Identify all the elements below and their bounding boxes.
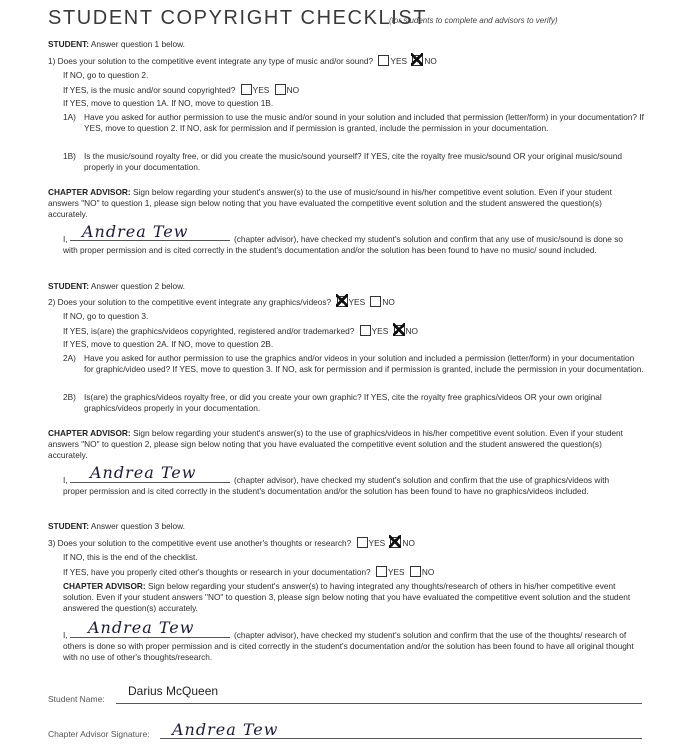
q2a-number: 2A): [63, 353, 76, 363]
q2-yes-checkbox[interactable]: [337, 296, 348, 307]
student-name-field[interactable]: Darius McQueen: [128, 684, 219, 698]
student-name-label: Student Name:: [48, 694, 105, 704]
q3-cited-yes-checkbox[interactable]: [376, 566, 387, 577]
q1-no-label: NO: [424, 56, 437, 66]
page-title: STUDENT COPYRIGHT CHECKLIST: [48, 7, 428, 29]
q1-copyrighted-yes-label: YES: [252, 85, 270, 95]
q3-cited-no-label: NO: [421, 567, 435, 577]
s3-student-heading: STUDENT:: [48, 521, 90, 531]
q1-no-checkbox[interactable]: [412, 55, 423, 66]
q1-copyrighted-text: If YES, is the music and/or sound copyrighted?: [63, 85, 236, 95]
s1-student-heading: STUDENT:: [48, 39, 90, 49]
s2-advisor-heading: CHAPTER ADVISOR:: [48, 428, 131, 438]
q2-if-no: If NO, go to question 3.: [63, 311, 149, 321]
q3-cited-yes-label: YES: [387, 567, 405, 577]
q1-if-no: If NO, go to question 2.: [63, 70, 149, 80]
question-3: [48, 537, 415, 549]
advisor-signature-field[interactable]: Andrea Tew: [172, 720, 279, 739]
q1b-text: Is the music/sound royalty free, or did you create the music/sound yourself? If YES, cite the royalty free music/sound OR your original music/sound properly in your documentation.: [84, 151, 623, 172]
question-2-text: 2) Does your solution to the competitive event integrate any graphics/videos?: [48, 297, 332, 307]
s1-advisor-signature: Andrea Tew: [82, 222, 189, 241]
advisor-signature-label: Chapter Advisor Signature:: [48, 729, 150, 739]
q3-yes-label: YES: [368, 538, 386, 548]
s3-i-label: I,: [63, 630, 68, 640]
s1-student-instruction: [48, 39, 185, 50]
s1-student-text: Answer question 1 below.: [90, 39, 185, 49]
s2-attestation: (chapter advisor), have checked my student's solution and confirm that the use of graphics/videos with proper permission and is cited correctly in the student's documentation and/or the solution has been found to have no graphics/videos included.: [63, 475, 610, 496]
q2b-text: Is(are) the graphics/videos royalty free, or did you create your own graphic? If YES, cite the royalty free graphics/videos OR your own original graphics/videos properly in your documentation.: [84, 392, 602, 413]
q1-copyrighted-no-checkbox[interactable]: [275, 84, 286, 95]
s3-advisor-signature: Andrea Tew: [88, 618, 195, 637]
s3-advisor-instruction: [63, 581, 641, 614]
q3-no-label: NO: [402, 538, 415, 548]
q2-no-label: NO: [382, 297, 395, 307]
q2-copyrighted-text: If YES, is(are) the graphics/videos copyrighted, registered and/or trademarked?: [63, 326, 355, 336]
q3-yes-checkbox[interactable]: [357, 537, 368, 548]
s2-advisor-text: Sign below regarding your student's answer(s) to the use of graphics/videos in his/her competitive event solution. Even if your student answers "NO" to question 2, please sign below noting that you have evaluated the competitive event solution and the student answered the question(s) accurately.: [48, 428, 623, 460]
s1-advisor-text: Sign below regarding your student's answer(s) to the use of music/sound in his/her competitive event solution. Even if your student answers "NO" to question 1, please sign below noting that you have evaluated the competitive event solution and the student answered the question(s) accurately.: [48, 187, 612, 219]
q1-routing: If YES, move to question 1A. If NO, move to question 1B.: [63, 98, 274, 108]
q2-yes-label: YES: [348, 297, 366, 307]
s2-student-heading: STUDENT:: [48, 281, 90, 291]
q2-copyrighted: [63, 325, 418, 337]
s1-attestation: (chapter advisor), have checked my student's solution and confirm that any use of music/sound is done so with proper permission and is cited correctly in the student's documentation and/or the solution has been found to have no music/ sound included.: [63, 234, 623, 255]
question-1-text: 1) Does your solution to the competitive event integrate any type of music and/or sound?: [48, 56, 374, 66]
s1-advisor-heading: CHAPTER ADVISOR:: [48, 187, 131, 197]
q3-if-no: If NO, this is the end of the checklist.: [63, 552, 198, 562]
s1-advisor-instruction: [48, 187, 642, 220]
q1-copyrighted: [63, 84, 299, 96]
q1b-number: 1B): [63, 151, 76, 161]
s1-i-label: I,: [63, 234, 68, 244]
q1-yes-label: YES: [390, 56, 408, 66]
q2b-number: 2B): [63, 392, 76, 402]
q1a-number: 1A): [63, 112, 76, 122]
s3-advisor-text: Sign below regarding your student's answer(s) to having integrated any thoughts/research of others in his/her competitive event solution. Even if your student answers "NO" to question 3, please sign below noting that you have evaluated the competitive event solution and the student answered the question(s) accurately.: [63, 581, 631, 613]
s3-advisor-heading: CHAPTER ADVISOR:: [63, 581, 146, 591]
s2-i-label: I,: [63, 475, 68, 485]
question-3-text: 3) Does your solution to the competitive event use another's thoughts or research?: [48, 538, 352, 548]
q2a-text: Have you asked for author permission to use the graphics and/or videos in your solution and included a permission (letter/form) in your documentation for graphic/video used? If YES, move to question 3. If NO, ask for permission and if permission is granted, include the permission in your documentation.: [84, 353, 644, 374]
q2-copyrighted-yes-checkbox[interactable]: [360, 325, 371, 336]
s2-advisor-instruction: [48, 428, 642, 461]
q2-copyrighted-yes-label: YES: [371, 326, 389, 336]
q1a-text: Have you asked for author permission to use the music and/or sound in your solution and included that permission (letter/form) in your documentation? If YES, move to question 2. If NO, ask for permission and if permission is granted, include the permission in your documentation.: [84, 112, 644, 133]
q1-copyrighted-no-label: NO: [286, 85, 300, 95]
q3-no-checkbox[interactable]: [390, 537, 401, 548]
q2-copyrighted-no-label: NO: [405, 326, 418, 336]
q3-cited-no-checkbox[interactable]: [410, 566, 421, 577]
q3-cited-text: If YES, have you properly cited other's thoughts or research in your documentation?: [63, 567, 371, 577]
s3-attestation: (chapter advisor), have checked my student's solution and confirm that the use of the thoughts/ research of others is done so with proper permission and is cited correctly in the student's documentation and/or the solution has been found to have all original thought with no use of other's thoughts/research.: [63, 630, 634, 662]
question-2: [48, 296, 395, 308]
q2-copyrighted-no-checkbox[interactable]: [394, 325, 405, 336]
s3-student-text: Answer question 3 below.: [90, 521, 185, 531]
q2-no-checkbox[interactable]: [370, 296, 381, 307]
s2-student-instruction: [48, 281, 185, 292]
student-name-line: [116, 703, 642, 704]
q2-routing: If YES, move to question 2A. If NO, move to question 2B.: [63, 339, 274, 349]
s2-advisor-signature: Andrea Tew: [90, 463, 197, 482]
q3-cited: [63, 566, 434, 578]
s2-student-text: Answer question 2 below.: [90, 281, 185, 291]
question-1: [48, 55, 437, 67]
s3-student-instruction: [48, 521, 185, 532]
q1-yes-checkbox[interactable]: [378, 55, 389, 66]
page-subtitle: (for students to complete and advisors to verify): [389, 16, 558, 25]
q1-copyrighted-yes-checkbox[interactable]: [241, 84, 252, 95]
